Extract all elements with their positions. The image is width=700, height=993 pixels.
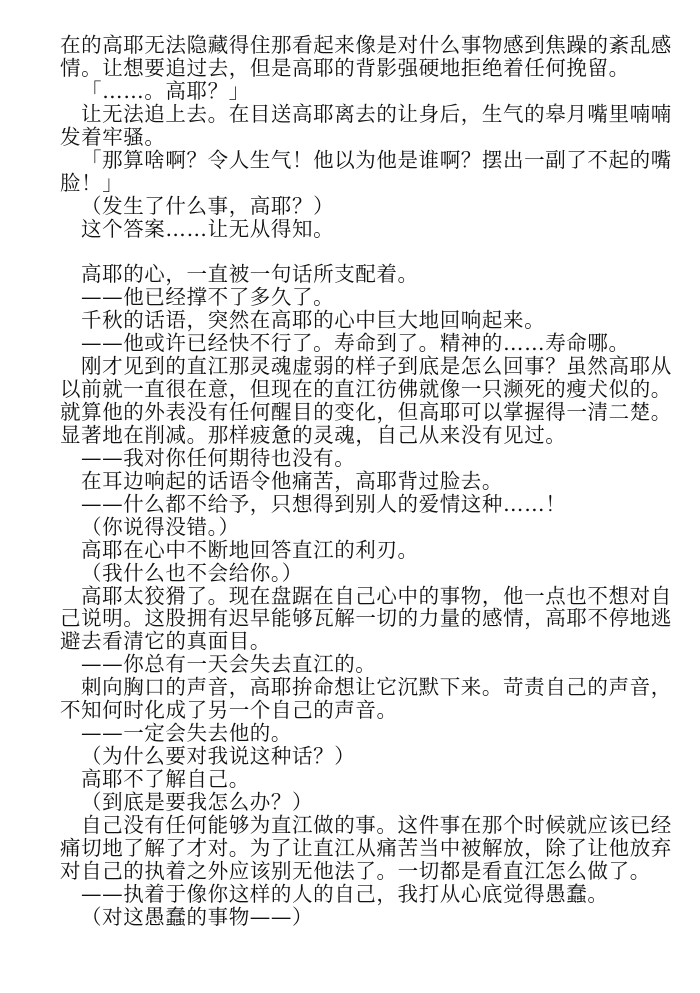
text-line: 脸！」	[60, 170, 124, 195]
text-line: 高耶的心，一直被一句话所支配着。	[81, 262, 419, 287]
text-line: 这个答案……让无从得知。	[81, 216, 335, 241]
text-line: 在的高耶无法隐藏得住那看起来像是对什么事物感到焦躁的紊乱感	[60, 33, 672, 57]
text-line: 就算他的外表没有任何醒目的变化，但高耶可以掌握得一清二楚。	[60, 400, 672, 424]
text-line: 刚才见到的直江那灵魂虚弱的样子到底是怎么回事？虽然高耶从	[81, 354, 672, 379]
text-line: 千秋的话语，突然在高耶的心中巨大地回响起来。	[81, 308, 546, 333]
text-line: 高耶在心中不断地回答直江的利刃。	[81, 537, 419, 562]
document-page	[60, 33, 672, 929]
text-line: 「……。高耶？」	[81, 78, 250, 103]
text-line: 对自己的执着之外应该别无他法了。一切都是看直江怎么做了。	[60, 858, 651, 883]
text-line: （我什么也不会给你。）	[81, 560, 303, 585]
text-line: ——什么都不给予，只想得到别人的爱情这种……！	[81, 491, 567, 516]
text-line: 高耶太狡猾了。现在盘踞在自己心中的事物，他一点也不想对自	[81, 583, 672, 608]
text-line: 发着牢骚。	[60, 124, 166, 149]
text-line: 不知何时化成了另一个自己的声音。	[60, 698, 398, 723]
text-line: 让无法追上去。在目送高耶离去的让身后，生气的皋月嘴里喃喃	[81, 101, 672, 126]
text-line: （你说得没错。）	[81, 514, 240, 539]
text-line: ——一定会失去他的。	[81, 721, 292, 746]
text-line: 刺向胸口的声音，高耶拚命想让它沉默下来。苛责自己的声音，	[81, 675, 672, 700]
text-line: （到底是要我怎么办？）	[81, 789, 314, 814]
text-line: 己说明。这股拥有迟早能够瓦解一切的力量的感情，高耶不停地逃	[60, 606, 672, 631]
text-line: 「那算啥啊？令人生气！他以为他是谁啊？摆出一副了不起的嘴	[81, 147, 672, 172]
text-line: 自己没有任何能够为直江做的事。这件事在那个时候就应该已经	[81, 812, 672, 837]
text-line: 以前就一直很在意，但现在的直江彷佛就像一只濒死的瘦犬似的。	[60, 377, 672, 402]
text-line: （对这愚蠢的事物——）	[81, 904, 314, 929]
blank-line	[60, 240, 630, 263]
text-line: ——你总有一天会失去直江的。	[81, 652, 377, 677]
text-line: ——我对你任何期待也没有。	[81, 445, 356, 470]
text-line: （为什么要对我说这种话？）	[81, 744, 356, 769]
text-line: ——他已经撑不了多久了。	[81, 285, 335, 310]
text-line: 避去看清它的真面目。	[60, 629, 271, 654]
text-line: ——他或许已经快不行了。寿命到了。精神的……寿命哪。	[81, 331, 630, 356]
text-line: 高耶不了解自己。	[81, 767, 250, 791]
text-line: （发生了什么事，高耶？）	[81, 193, 335, 218]
text-line: ——执着于像你这样的人的自己，我打从心底觉得愚蠢。	[81, 881, 609, 906]
text-line: 在耳边响起的话语令他痛苦，高耶背过脸去。	[81, 468, 503, 493]
text-line: 情。让想要追过去，但是高耶的背影强硬地拒绝着任何挽留。	[60, 55, 630, 80]
text-line: 显著地在削减。那样疲惫的灵魂，自己从来没有见过。	[60, 422, 567, 447]
text-line: 痛切地了解了才对。为了让直江从痛苦当中被解放，除了让他放弃	[60, 835, 672, 860]
